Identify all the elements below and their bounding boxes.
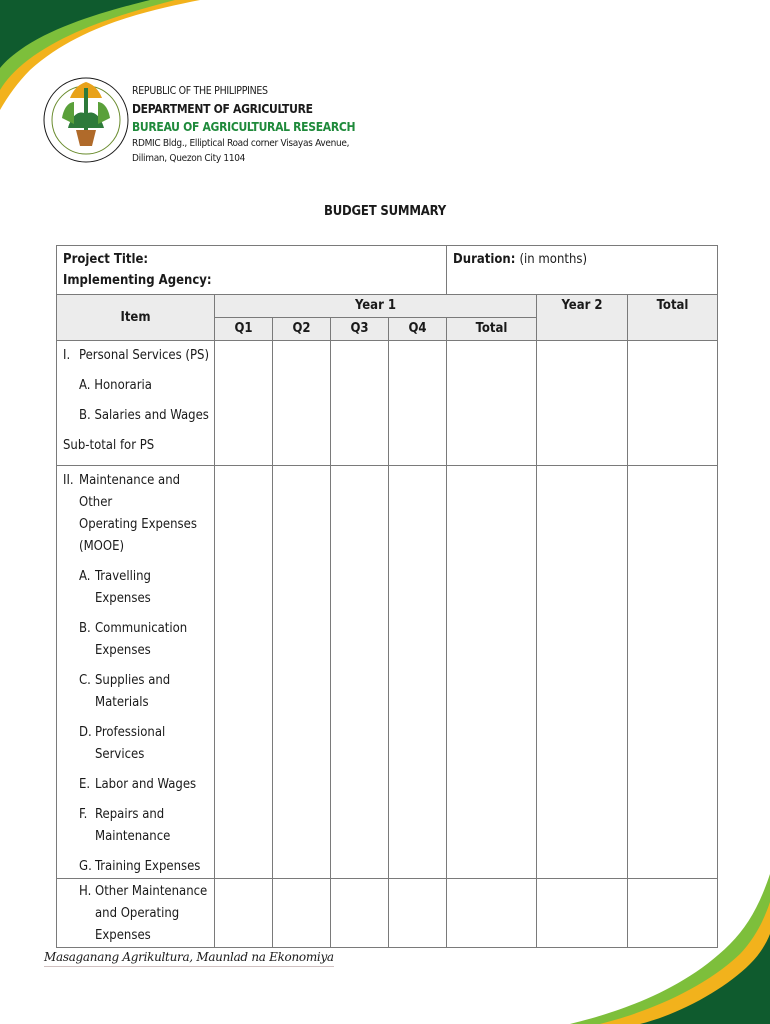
year1-header: Year 1 (215, 295, 537, 318)
ps-subtotal: Sub-total for PS (63, 438, 155, 453)
mooe-q2-cell[interactable] (273, 466, 331, 879)
mooe-q3-cell[interactable] (331, 466, 389, 879)
ps-q1-cell[interactable] (215, 341, 273, 466)
mooe-item-labor: E. Labor and Wages (79, 777, 197, 792)
other-mooe-row (57, 879, 718, 948)
department-label: DEPARTMENT OF AGRICULTURE (132, 102, 313, 116)
other-q2-cell[interactable] (273, 879, 331, 948)
ps-year1-total-cell[interactable] (447, 341, 537, 466)
bureau-label: BUREAU OF AGRICULTURAL RESEARCH (132, 120, 356, 134)
address-line-2: Diliman, Quezon City 1104 (132, 153, 246, 164)
project-title-label: Project Title: (63, 252, 149, 267)
item-header: Item (57, 295, 215, 341)
header-row-1 (57, 295, 718, 318)
project-info-cell (57, 246, 447, 295)
mooe-title: II. Maintenance and Other Operating Expenses (MOOE) (63, 473, 197, 554)
mooe-item-training: G. Training Expenses (79, 859, 201, 874)
year2-header: Year 2 (537, 295, 628, 341)
ps-q4-cell[interactable] (389, 341, 447, 466)
ps-year2-cell[interactable] (537, 341, 628, 466)
q1-header: Q1 (215, 318, 273, 341)
department-of-agriculture-seal (40, 58, 132, 178)
duration-hint: (in months) (519, 252, 588, 267)
ps-q3-cell[interactable] (331, 341, 389, 466)
ps-total-cell[interactable] (628, 341, 718, 466)
duration-label: Duration: (453, 252, 516, 267)
other-mooe-items (57, 879, 215, 948)
mooe-q1-cell[interactable] (215, 466, 273, 879)
mooe-item-communication: B. Communication Expenses (79, 621, 188, 658)
section-mooe-row (57, 466, 718, 879)
other-q4-cell[interactable] (389, 879, 447, 948)
year1-total-header: Total (447, 318, 537, 341)
ps-q2-cell[interactable] (273, 341, 331, 466)
q2-header: Q2 (273, 318, 331, 341)
footer-motto: Masaganang Agrikultura, Maunlad na Ekonomiya (44, 950, 334, 967)
mooe-total-cell[interactable] (628, 466, 718, 879)
document-title: BUDGET SUMMARY (324, 204, 446, 219)
section-ps-row (57, 341, 718, 466)
other-total-cell[interactable] (628, 879, 718, 948)
letterhead (40, 58, 460, 188)
ps-item-salaries: B. Salaries and Wages (79, 408, 209, 423)
q4-header: Q4 (389, 318, 447, 341)
q3-header: Q3 (331, 318, 389, 341)
section-mooe-items (57, 466, 215, 879)
ps-title: I. Personal Services (PS) (63, 348, 210, 363)
other-year1-total-cell[interactable] (447, 879, 537, 948)
mooe-year2-cell[interactable] (537, 466, 628, 879)
mooe-item-repairs: F. Repairs and Maintenance (79, 807, 171, 844)
address-line-1: RDMIC Bldg., Elliptical Road corner Visayas Avenue, (132, 138, 350, 149)
project-info-row (57, 246, 718, 295)
mooe-year1-total-cell[interactable] (447, 466, 537, 879)
other-q1-cell[interactable] (215, 879, 273, 948)
mooe-item-supplies: C. Supplies and Materials (79, 673, 171, 710)
mooe-item-travelling: A. Travelling Expenses (79, 569, 151, 606)
total-header: Total (628, 295, 718, 341)
section-ps-items (57, 341, 215, 466)
ps-item-honoraria: A. Honoraria (79, 378, 152, 393)
letterhead-text (132, 82, 355, 166)
budget-summary-table (56, 245, 718, 948)
mooe-item-other: H. Other Maintenance and Operating Expenses (79, 884, 208, 943)
republic-label: REPUBLIC OF THE PHILIPPINES (132, 85, 268, 97)
implementing-agency-label: Implementing Agency: (63, 273, 212, 288)
mooe-q4-cell[interactable] (389, 466, 447, 879)
duration-cell[interactable] (447, 246, 718, 295)
other-year2-cell[interactable] (537, 879, 628, 948)
mooe-item-professional: D. Professional Services (79, 725, 166, 762)
other-q3-cell[interactable] (331, 879, 389, 948)
